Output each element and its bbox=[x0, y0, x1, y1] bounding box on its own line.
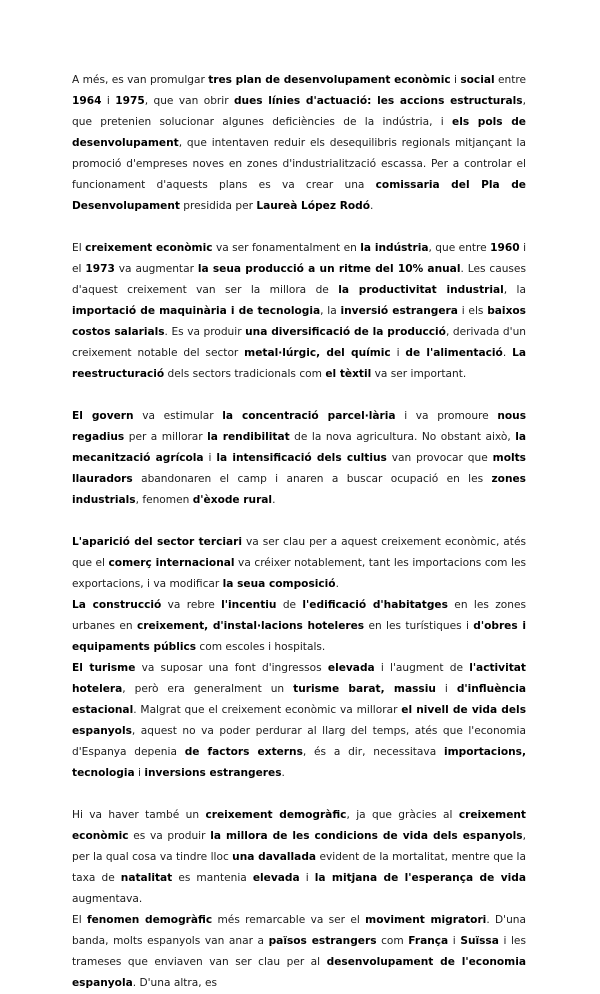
text-run: es mantenia bbox=[172, 872, 253, 884]
bold-text: molts llauradors bbox=[72, 452, 526, 485]
bold-text: zones industrials bbox=[72, 473, 526, 506]
text-run: . bbox=[370, 200, 374, 212]
bold-text: tres plan de desenvolupament econòmic bbox=[208, 74, 451, 86]
bold-text: la millora de les condicions de vida dels espanyols bbox=[210, 830, 523, 842]
text-run: El bbox=[72, 242, 86, 254]
bold-text: comerç internacional bbox=[108, 557, 235, 569]
text-run: va créixer notablement, tant les importacions com les exportacions, i va modificar bbox=[72, 557, 527, 590]
bold-text: importacions, tecnologia bbox=[72, 746, 526, 779]
text-run: augmentava. bbox=[72, 893, 143, 905]
bold-text: l'activitat hotelera bbox=[72, 662, 526, 695]
text-run: va suposar una font d'ingressos bbox=[135, 662, 328, 674]
bold-text: la intensificació dels cultius bbox=[216, 452, 387, 464]
text-run: , la bbox=[503, 284, 526, 296]
text-run: com escoles i hospitals. bbox=[196, 641, 326, 653]
bold-text: elevada bbox=[252, 872, 300, 884]
text-run: . Les causes d'aquest creixement van ser la millora de bbox=[72, 263, 526, 296]
text-run: es va produir bbox=[128, 830, 211, 842]
bold-text: El turisme bbox=[72, 662, 136, 674]
bold-text: importació de maquinària i de tecnologia bbox=[72, 305, 321, 317]
text-run: va ser fonamentalment en bbox=[212, 242, 361, 254]
bold-text: moviment migratori bbox=[365, 914, 487, 926]
bold-text: 1964 bbox=[72, 95, 102, 107]
text-run: i bbox=[435, 683, 457, 695]
bold-text: nous regadius bbox=[72, 410, 526, 443]
bold-text: La construcció bbox=[72, 599, 162, 611]
bold-text: el tèxtil bbox=[325, 368, 372, 380]
bold-text: de l'alimentació bbox=[405, 347, 503, 359]
text-run: . Es va produir bbox=[164, 326, 246, 338]
bold-text: comissaria del Pla de Desenvolupament bbox=[72, 179, 526, 212]
text-run: , ja que gràcies al bbox=[346, 809, 459, 821]
text-run: , fenomen bbox=[135, 494, 193, 506]
text-run: evident de la mortalitat, mentre que la taxa de bbox=[72, 851, 526, 884]
text-run: , és a dir, necessitava bbox=[302, 746, 444, 758]
text-run: més remarcable va ser el bbox=[212, 914, 366, 926]
bold-text: la mecanització agrícola bbox=[72, 431, 527, 464]
text-run: va ser important. bbox=[371, 368, 467, 380]
bold-text: metal·lúrgic, del químic bbox=[244, 347, 391, 359]
text-run: presidida per bbox=[179, 200, 257, 212]
text-run: , que van obrir bbox=[144, 95, 234, 107]
bold-text: elevada bbox=[327, 662, 375, 674]
bold-text: els pols de desenvolupament bbox=[72, 116, 526, 149]
bold-text: inversió estrangera bbox=[340, 305, 458, 317]
text-run: , la bbox=[320, 305, 341, 317]
bold-text: de factors externs bbox=[184, 746, 303, 758]
bold-text: inversions estrangeres bbox=[144, 767, 282, 779]
text-run: de la nova agricultura. No obstant això, bbox=[289, 431, 516, 443]
bold-text: la mitjana de l'esperança de vida bbox=[314, 872, 526, 884]
text-run: i bbox=[299, 872, 315, 884]
text-run: i bbox=[448, 935, 461, 947]
bold-text: d'èxode rural bbox=[192, 494, 273, 506]
paragraph bbox=[72, 595, 526, 658]
bold-text: fenomen demogràfic bbox=[86, 914, 213, 926]
text-run: . bbox=[502, 347, 513, 359]
bold-text: el nivell de vida dels espanyols bbox=[72, 704, 526, 737]
bold-text: l'edificació d'habitatges bbox=[302, 599, 448, 611]
paragraph bbox=[72, 238, 526, 385]
paragraph bbox=[72, 805, 526, 910]
text-run: i bbox=[203, 452, 217, 464]
bold-text: natalitat bbox=[120, 872, 173, 884]
text-run: abandonaren el camp i anaren a buscar ocupació en les bbox=[132, 473, 492, 485]
bold-text: 1975 bbox=[115, 95, 145, 107]
bold-text: l'incentiu bbox=[221, 599, 277, 611]
bold-text: Laureà López Rodó bbox=[256, 200, 370, 212]
text-run: . bbox=[281, 767, 285, 779]
bold-text: El govern bbox=[72, 410, 134, 422]
bold-text: França bbox=[408, 935, 449, 947]
bold-text: creixement, d'instal·lacions hoteleres bbox=[136, 620, 365, 632]
text-run: i els bbox=[457, 305, 488, 317]
text-run: El bbox=[72, 914, 87, 926]
bold-text: creixement econòmic bbox=[85, 242, 213, 254]
text-run: , que pretenien solucionar algunes deficiències de la indústria, i bbox=[72, 95, 526, 128]
bold-text: desenvolupament de l'economia espanyola bbox=[72, 956, 526, 989]
text-run: . D'una banda, molts espanyols van anar a bbox=[72, 914, 526, 947]
text-run: i el bbox=[72, 242, 527, 275]
text-run: , però era generalment un bbox=[122, 683, 294, 695]
text-run: com bbox=[376, 935, 409, 947]
bold-text: la indústria bbox=[360, 242, 429, 254]
text-run: dels sectors tradicionals com bbox=[164, 368, 326, 380]
text-run: A més, es van promulgar bbox=[72, 74, 209, 86]
bold-text: social bbox=[460, 74, 495, 86]
text-run: per a millorar bbox=[124, 431, 208, 443]
bold-text: d'obres i equipaments públics bbox=[72, 620, 526, 653]
text-run: , per la qual cosa va tindre lloc bbox=[72, 830, 526, 863]
text-run: i l'augment de bbox=[374, 662, 470, 674]
text-run: i bbox=[390, 347, 406, 359]
bold-text: la concentració parcel·lària bbox=[222, 410, 396, 422]
bold-text: la rendibilitat bbox=[207, 431, 290, 443]
bold-text: dues línies d'actuació: les accions estructurals bbox=[233, 95, 523, 107]
text-run: en les zones urbanes en bbox=[72, 599, 527, 632]
text-run: , que intentaven reduir els desequilibris regionals mitjançant la promoció d'empreses noves en zones d'industrialització escassa. Per a controlar el funcionament d'aquests plans es va crear una bbox=[72, 137, 526, 191]
bold-text: d'influència estacional bbox=[72, 683, 526, 716]
text-run: va rebre bbox=[161, 599, 222, 611]
paragraph bbox=[72, 910, 526, 994]
text-run: . bbox=[335, 578, 339, 590]
bold-text: la seua producció a un ritme del 10% anual bbox=[197, 263, 461, 275]
paragraph bbox=[72, 406, 526, 511]
text-run: entre bbox=[494, 74, 527, 86]
bold-text: països estrangers bbox=[268, 935, 377, 947]
text-run: de bbox=[276, 599, 303, 611]
text-run: Hi va haver també un bbox=[72, 809, 206, 821]
bold-text: turisme barat, massiu bbox=[293, 683, 436, 695]
bold-text: creixement demogràfic bbox=[205, 809, 347, 821]
text-run: . D'una altra, es bbox=[132, 977, 218, 989]
bold-text: La reestructuració bbox=[72, 347, 526, 380]
bold-text: la seua composició bbox=[222, 578, 336, 590]
text-run: va augmentar bbox=[114, 263, 198, 275]
paragraph bbox=[72, 70, 526, 217]
text-run: , aquest no va poder perdurar al llarg del temps, atés que l'economia d'Espanya depenia bbox=[72, 725, 526, 758]
text-run: i bbox=[450, 74, 461, 86]
bold-text: la productivitat industrial bbox=[338, 284, 504, 296]
text-run: i bbox=[134, 767, 145, 779]
text-run: en les turístiques i bbox=[364, 620, 474, 632]
text-run: . Malgrat que el creixement econòmic va millorar bbox=[133, 704, 402, 716]
paragraph bbox=[72, 532, 526, 595]
text-run: i bbox=[101, 95, 116, 107]
bold-text: 1973 bbox=[85, 263, 115, 275]
text-run: , que entre bbox=[428, 242, 491, 254]
document-body bbox=[72, 70, 526, 994]
bold-text: una diversificació de la producció bbox=[245, 326, 446, 338]
bold-text: baixos costos salarials bbox=[72, 305, 526, 338]
text-run: va estimular bbox=[133, 410, 223, 422]
text-run: i les trameses que enviaven van ser clau per al bbox=[72, 935, 526, 968]
paragraph bbox=[72, 658, 526, 784]
bold-text: una davallada bbox=[232, 851, 317, 863]
text-run: van provocar que bbox=[386, 452, 493, 464]
text-run: va ser clau per a aquest creixement econòmic, atés que el bbox=[72, 536, 526, 569]
text-run: i va promoure bbox=[395, 410, 498, 422]
text-run: , derivada d'un creixement notable del sector bbox=[72, 326, 526, 359]
bold-text: L'aparició del sector terciari bbox=[72, 536, 242, 548]
text-run: . bbox=[272, 494, 276, 506]
bold-text: creixement econòmic bbox=[72, 809, 526, 842]
bold-text: Suïssa bbox=[460, 935, 499, 947]
bold-text: 1960 bbox=[490, 242, 520, 254]
